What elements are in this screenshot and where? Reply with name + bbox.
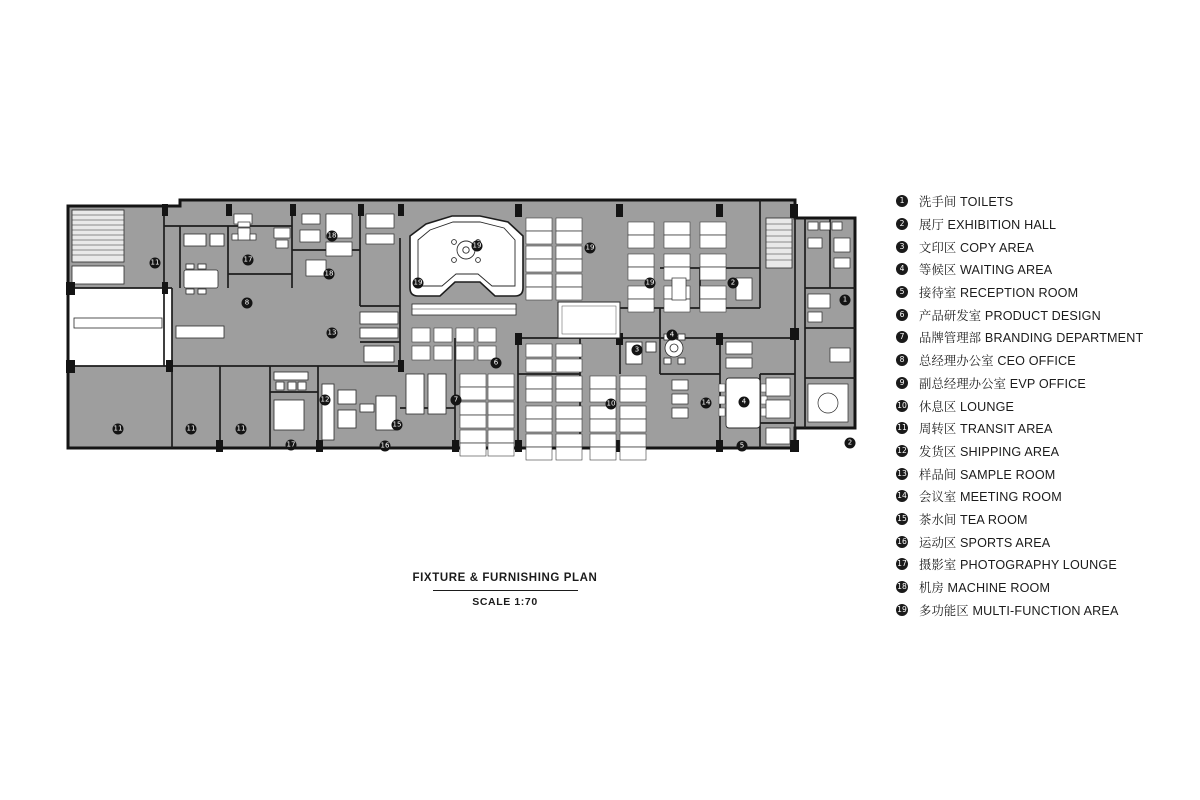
legend-item-label-en: MACHINE ROOM (943, 581, 1051, 596)
legend-item-label-cn: 休息区 (919, 399, 957, 414)
plan-room-marker: 17 (286, 440, 296, 449)
legend-item-label (919, 283, 1078, 301)
legend-item (896, 303, 1186, 326)
legend (896, 190, 1186, 621)
legend-item (896, 576, 1186, 599)
legend-item (896, 462, 1186, 485)
title-block (390, 572, 620, 608)
legend-item (896, 417, 1186, 440)
legend-item-number: 2 (896, 218, 908, 230)
legend-item-label-en: TEA ROOM (956, 512, 1028, 527)
legend-item-label-en: SPORTS AREA (956, 535, 1051, 550)
legend-item-label-cn: 展厅 (919, 218, 944, 233)
legend-item-label-en: MEETING ROOM (956, 490, 1062, 505)
legend-item (896, 530, 1186, 553)
plan-room-marker: 12 (320, 395, 330, 404)
legend-item-label-cn: 接待室 (919, 286, 957, 301)
legend-item-number: 4 (896, 263, 908, 275)
floor-plan (60, 178, 865, 478)
plan-room-marker: 8 (242, 298, 253, 309)
legend-item-label (919, 306, 1101, 324)
legend-item-label-en: LOUNGE (956, 399, 1015, 414)
legend-item-number: 16 (897, 536, 907, 546)
stair-left (72, 210, 124, 284)
legend-item-label-cn: 机房 (919, 581, 944, 596)
legend-item-label-cn: 多功能区 (919, 603, 969, 618)
drawing-title: FIXTURE & FURNISHING PLAN (412, 572, 598, 584)
legend-item-label-cn: 运动区 (919, 535, 957, 550)
legend-item-label-en: EXHIBITION HALL (943, 218, 1057, 233)
legend-item-label (919, 487, 1062, 505)
plan-room-marker: 11 (236, 424, 246, 433)
legend-item-label (919, 238, 1034, 256)
legend-item-label-cn: 副总经理办公室 (919, 376, 1007, 391)
legend-item-label (919, 351, 1076, 369)
legend-item-label (919, 397, 1014, 415)
legend-item-number: 8 (896, 354, 908, 366)
plan-room-marker: 6 (491, 358, 502, 369)
legend-item-label (919, 555, 1117, 573)
legend-item-label-en: CEO OFFICE (993, 354, 1076, 369)
plan-room-marker: 18 (324, 269, 334, 278)
legend-item-label (919, 419, 1053, 437)
legend-item (896, 508, 1186, 531)
title-divider (433, 590, 578, 591)
plan-room-marker: 2 (728, 278, 739, 289)
legend-item-number: 9 (896, 377, 908, 389)
legend-item-number: 15 (897, 513, 907, 523)
legend-item (896, 553, 1186, 576)
legend-item-label-en: PHOTOGRAPHY LOUNGE (956, 558, 1117, 573)
plan-room-marker: 19 (472, 241, 482, 250)
plan-room-marker: 14 (701, 398, 711, 407)
legend-item-label-en: TRANSIT AREA (956, 422, 1053, 437)
legend-item-number: 12 (897, 445, 907, 455)
legend-item-label-cn: 发货区 (919, 444, 957, 459)
legend-item-label-en: COPY AREA (956, 240, 1034, 255)
legend-item-number: 5 (896, 286, 908, 298)
plan-room-marker: 18 (327, 231, 337, 240)
legend-item (896, 394, 1186, 417)
legend-item-label-cn: 周转区 (919, 422, 957, 437)
legend-item-label (919, 465, 1055, 483)
legend-item-label (919, 192, 1013, 210)
drawing-scale: SCALE 1:70 (472, 596, 538, 608)
legend-item-label-en: TOILETS (956, 195, 1014, 210)
legend-item-number: 10 (897, 400, 907, 410)
floor-plan-svg (60, 178, 865, 478)
legend-item-label-cn: 等候区 (919, 263, 957, 278)
legend-item (896, 235, 1186, 258)
display-panel (558, 302, 620, 338)
legend-item-label-en: BRANDING DEPARTMENT (981, 331, 1144, 346)
legend-item-number: 18 (897, 582, 907, 592)
plan-room-marker: 2 (845, 438, 856, 449)
plan-room-marker: 17 (243, 255, 253, 264)
legend-item-label (919, 533, 1050, 551)
legend-item-label (919, 510, 1028, 528)
plan-room-marker: 19 (645, 278, 655, 287)
legend-item (896, 190, 1186, 213)
legend-item-label-en: RECEPTION ROOM (956, 286, 1079, 301)
legend-item (896, 372, 1186, 395)
legend-item-label (919, 578, 1050, 596)
legend-item (896, 326, 1186, 349)
plan-room-marker: 10 (606, 399, 616, 408)
plan-room-marker: 4 (667, 330, 678, 341)
legend-item-label (919, 374, 1086, 392)
reception-counter (412, 304, 516, 315)
legend-item-label-en: SAMPLE ROOM (956, 467, 1056, 482)
legend-item-number: 19 (897, 604, 907, 614)
legend-item (896, 213, 1186, 236)
plan-room-marker: 19 (413, 278, 423, 287)
legend-item-label-en: EVP OFFICE (1006, 376, 1086, 391)
legend-item-label (919, 215, 1056, 233)
legend-item-label-cn: 茶水间 (919, 512, 957, 527)
legend-item-number: 14 (897, 491, 907, 501)
legend-item-number: 13 (897, 468, 907, 478)
legend-item-label-en: PRODUCT DESIGN (981, 308, 1101, 323)
plan-room-marker: 13 (327, 328, 337, 337)
plan-room-marker: 1 (840, 295, 851, 306)
legend-item-label-cn: 文印区 (919, 240, 957, 255)
legend-item-label (919, 442, 1059, 460)
legend-item-label-cn: 会议室 (919, 490, 957, 505)
legend-item-label-en: MULTI-FUNCTION AREA (968, 603, 1119, 618)
legend-item-label-cn: 洗手间 (919, 195, 957, 210)
plan-room-marker: 11 (186, 424, 196, 433)
legend-item (896, 281, 1186, 304)
legend-item (896, 258, 1186, 281)
legend-item-number: 1 (896, 195, 908, 207)
legend-item-label-cn: 总经理办公室 (919, 354, 994, 369)
legend-item (896, 440, 1186, 463)
legend-item (896, 485, 1186, 508)
plan-room-marker: 4 (739, 397, 750, 408)
legend-item-label (919, 328, 1143, 346)
plan-room-marker: 3 (632, 345, 643, 356)
plan-room-marker: 16 (380, 441, 390, 450)
plan-room-marker: 7 (451, 395, 462, 406)
legend-item-label-cn: 品牌管理部 (919, 331, 982, 346)
legend-item-number: 11 (897, 423, 907, 433)
legend-item-label (919, 601, 1119, 619)
legend-item-label-cn: 产品研发室 (919, 308, 982, 323)
legend-item-number: 17 (897, 559, 907, 569)
legend-item-label-cn: 样品间 (919, 467, 957, 482)
legend-item-label-en: SHIPPING AREA (956, 444, 1060, 459)
legend-item (896, 349, 1186, 372)
legend-item-number: 7 (896, 331, 908, 343)
plan-room-marker: 5 (737, 441, 748, 452)
plan-room-marker: 15 (392, 420, 402, 429)
legend-item-label (919, 260, 1052, 278)
legend-item-number: 3 (896, 241, 908, 253)
legend-item-label-cn: 摄影室 (919, 558, 957, 573)
stair-right (766, 218, 792, 268)
plan-room-marker: 11 (150, 258, 160, 267)
plan-room-marker: 19 (585, 243, 595, 252)
legend-item-number: 6 (896, 309, 908, 321)
legend-item (896, 598, 1186, 621)
legend-item-label-en: WAITING AREA (956, 263, 1053, 278)
plan-room-marker: 11 (113, 424, 123, 433)
